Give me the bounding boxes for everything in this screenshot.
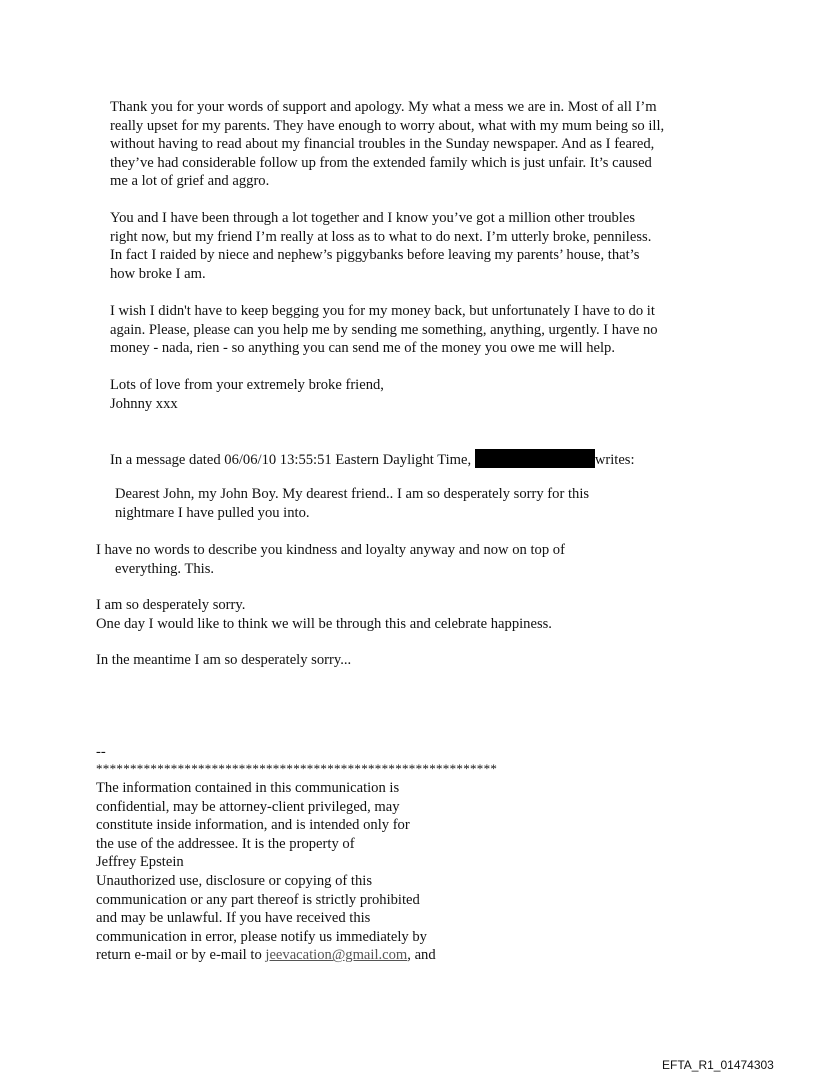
- signature-dash: --: [96, 744, 106, 760]
- signoff: Lots of love from your extremely broke friend,: [110, 377, 384, 393]
- quoted-line-2: [96, 541, 716, 578]
- signature: Johnny xxx: [110, 396, 178, 412]
- reply-paragraph-1: Thank you for your words of support and apology. My what a mess we are in. Most of all I’m really upset for my parents. They have enough to worry about, what with my mum being so ill, without having to read about my financial troubles in the Sunday newspaper. And as I feared, they’ve had considerable follow up from the extended family which is just unfair. It’s caused me a lot of grief and aggro.: [110, 99, 665, 190]
- quoted-line-2b: everything. This.: [115, 560, 215, 577]
- reply-paragraph-3: I wish I didn't have to keep begging you for my money back, but unfortunately I have to do it again. Please, please can you help me by sending me something, anything, urgently. I have no money - nada, rien - so anything you can send me of the money you owe me will help.: [110, 303, 658, 357]
- disclaimer-end: , and: [407, 947, 436, 964]
- quote-header-suffix: writes:: [594, 452, 635, 468]
- disclaimer-text: The information contained in this communication is confidential, may be attorney-client privileged, may constitute inside information, and is intended only for the use of the addressee. It is the property of Jeffrey Epstein Unauthorized use, disclosure or copying of this communication or any part thereof is strictly prohibited and may be unlawful. If you have received this communication in error, please notify us immediately by return e-mail or by e-mail to: [96, 780, 427, 964]
- bates-number: EFTA_R1_01474303: [662, 1058, 774, 1072]
- quoted-line-2a: I have no words to describe you kindness and loyalty anyway and now on top of: [96, 542, 565, 558]
- quoted-line-3: I am so desperately sorry.: [96, 597, 246, 613]
- disclaimer: [96, 779, 496, 965]
- reply-paragraph-2: You and I have been through a lot together and I know you’ve got a million other troubles right now, but my friend I’m really at loss as to what to do next. I’m utterly broke, penniless. In fact I raided by niece and nephew’s piggybanks before leaving my parents’ house, that’s how broke I am.: [110, 210, 652, 282]
- quote-header-prefix: In a message dated 06/06/10 13:55:51 Eastern Daylight Time,: [110, 452, 472, 468]
- quoted-line-5: In the meantime I am so desperately sorry...: [96, 652, 352, 668]
- email-link[interactable]: jeevacation@gmail.com: [265, 947, 408, 964]
- stars-divider: ***********************************************************: [96, 761, 498, 776]
- quoted-line-4: One day I would like to think we will be through this and celebrate happiness.: [96, 616, 552, 632]
- quote-header: [110, 449, 635, 470]
- quoted-line-1: Dearest John, my John Boy. My dearest friend.. I am so desperately sorry for this nightmare I have pulled you into.: [115, 486, 590, 521]
- redaction-box: [475, 449, 595, 468]
